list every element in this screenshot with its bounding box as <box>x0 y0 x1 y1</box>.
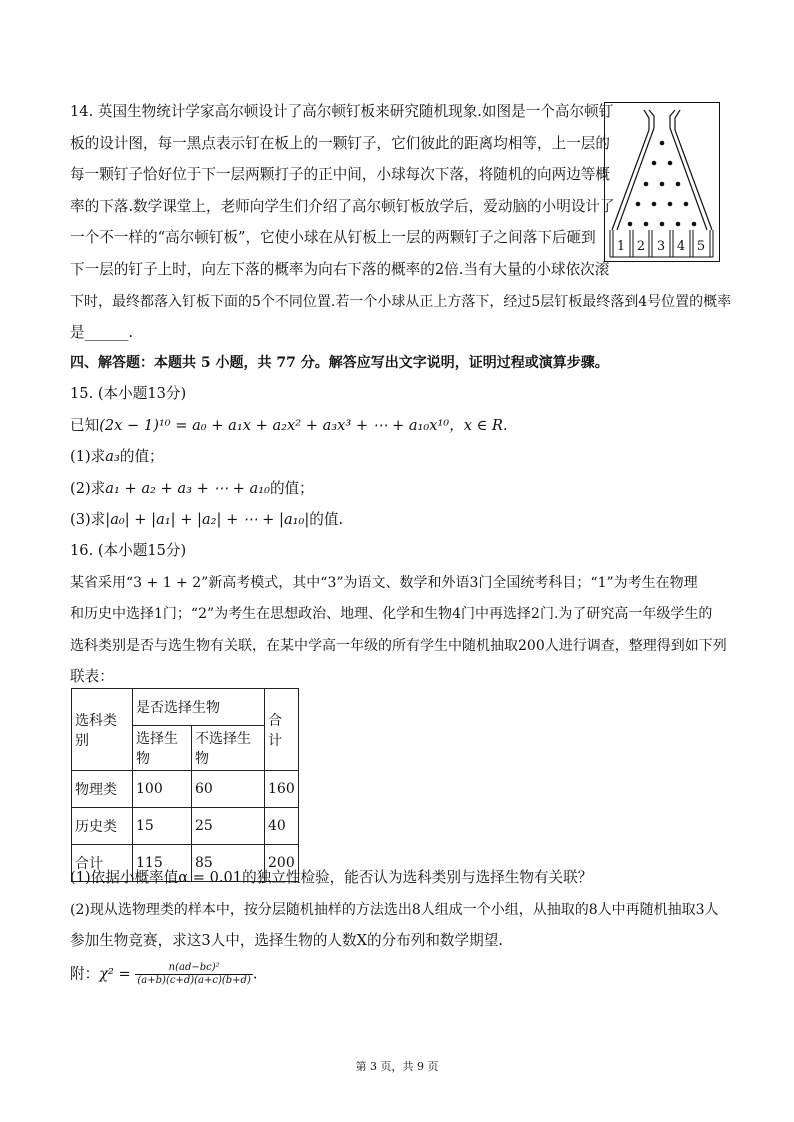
chi-square-fraction <box>135 962 252 987</box>
slot-label-3: 3 <box>656 239 666 254</box>
table-cell: 25 <box>192 808 265 845</box>
table-total-header: 合计 <box>265 689 299 771</box>
contingency-table <box>71 688 299 882</box>
q16-line-1: 某省采用“3 + 1 + 2”新高考模式，其中“3”为语文、数学和外语3门全国统考科目；“1”为考生在物理 <box>70 575 698 591</box>
q14-line-4: 率的下落.数学课堂上，老师向学生们介绍了高尔顿钉板放学后，爱动脑的小明设计了 <box>70 198 615 215</box>
q15-part-2 <box>70 479 314 499</box>
table-row <box>72 808 299 845</box>
q14-line-6: 下一层的钉子上时，向左下落的概率为向右下落的概率的2倍.当有大量的小球依次滚 <box>70 261 610 278</box>
table-cell: 历史类 <box>72 808 133 845</box>
q14-line-1: 14. 英国生物统计学家高尔顿设计了高尔顿钉板来研究随机现象.如图是一个高尔顿钉 <box>70 103 614 120</box>
table-col-not: 不选择生物 <box>192 726 265 771</box>
page-footer: 第 3 页，共 9 页 <box>355 1060 439 1073</box>
q14-line-8: 是______. <box>70 324 134 341</box>
table-cell: 60 <box>192 771 265 808</box>
table-row <box>72 771 299 808</box>
q15-p2-prefix: (2)求 <box>70 480 106 497</box>
fraction-numerator: n(ad−bc)² <box>135 962 252 975</box>
section-heading: 四、解答题：本题共 5 小题，共 77 分。解答应写出文字说明，证明过程或演算步骤。 <box>70 355 609 371</box>
q14-line-7: 下时，最终都落入钉板下面的5个不同位置.若一个小球从正上方落下，经过5层钉板最终落到4号位置的概率 <box>70 294 732 310</box>
q16-title: 16. (本小题15分) <box>70 542 187 559</box>
table-cell: 85 <box>192 845 265 882</box>
slot-label-4: 4 <box>676 239 686 254</box>
q15-part-3 <box>70 510 343 530</box>
galton-board-figure <box>604 102 720 262</box>
q15-p1-suffix: 的值； <box>119 448 164 465</box>
q16-line-2: 和历史中选择1门；“2”为考生在思想政治、地理、化学和生物4门中再选择2门.为了研究高一年级学生的 <box>70 606 713 622</box>
slot-label-1: 1 <box>616 239 626 254</box>
q16-part-1: (1)依据小概率值α = 0.01的独立性检验，能否认为选科类别与选择生物有关联？ <box>70 869 593 886</box>
table-cell: 物理类 <box>72 771 133 808</box>
q15-given <box>70 416 508 436</box>
q15-given-prefix: 已知 <box>70 417 100 434</box>
q15-p1-prefix: (1)求 <box>70 448 106 465</box>
table-col-choose: 选择生物 <box>133 726 192 771</box>
table-cell: 40 <box>265 808 299 845</box>
q14-line-5: 一个不一样的“高尔顿钉板”，它使小球在从钉板上一层的两颗钉子之间落下后砸到 <box>70 229 596 246</box>
table-cell: 100 <box>133 771 192 808</box>
fraction-denominator: (a+b)(c+d)(a+c)(b+d) <box>137 975 251 986</box>
q16-line-4: 联表： <box>70 668 114 685</box>
q15-p1-math: a₃ <box>105 448 120 465</box>
q16-part-2-line-1: (2)现从选物理类的样本中，按分层随机抽样的方法选出8人组成一个小组，从抽取的8人中再随机抽取3人 <box>70 902 719 918</box>
q15-p3-suffix: 的值. <box>309 511 344 528</box>
peg-group <box>628 141 697 227</box>
table-cell: 15 <box>133 808 192 845</box>
appendix-prefix: 附： <box>70 965 100 983</box>
q14-line-2: 板的设计图，每一黑点表示钉在板上的一颗钉子，它们彼此的距离均相等，上一层的 <box>70 135 610 152</box>
q15-p2-suffix: 的值； <box>269 480 314 497</box>
table-cell: 合计 <box>72 845 133 882</box>
table-cell: 115 <box>133 845 192 882</box>
chi-square-lhs: χ² = <box>99 965 136 983</box>
q15-given-math: (2x − 1)¹⁰ = a₀ + a₁x + a₂x² + a₃x³ + ⋯ + a₁₀x¹⁰，x ∈ R. <box>99 417 508 434</box>
fraction-period: . <box>252 965 258 983</box>
q15-p3-prefix: (3)求 <box>70 511 106 528</box>
slot-label-5: 5 <box>696 239 706 254</box>
q16-appendix <box>70 962 258 987</box>
q14-line-3: 每一颗钉子恰好位于下一层两颗打子的正中间，小球每次下落，将随机的向两边等概 <box>70 166 610 183</box>
q15-title: 15. (本小题13分) <box>70 385 187 402</box>
table-cell: 160 <box>265 771 299 808</box>
table-row-header: 选科类别 <box>72 689 133 771</box>
slot-label-2: 2 <box>636 239 646 254</box>
q15-p2-math: a₁ + a₂ + a₃ + ⋯ + a₁₀ <box>105 480 270 497</box>
table-group-header: 是否选择生物 <box>133 689 265 726</box>
q16-part-2-line-2: 参加生物竞赛，求这3人中，选择生物的人数X的分布列和数学期望. <box>70 932 503 949</box>
q15-part-1 <box>70 447 164 467</box>
q15-p3-math: |a₀| + |a₁| + |a₂| + ⋯ + |a₁₀| <box>105 511 310 528</box>
q16-line-3: 选科类别是否与选生物有关联，在某中学高一年级的所有学生中随机抽取200人进行调查，整理得到如下列 <box>70 638 727 654</box>
table-cell: 200 <box>265 845 299 882</box>
